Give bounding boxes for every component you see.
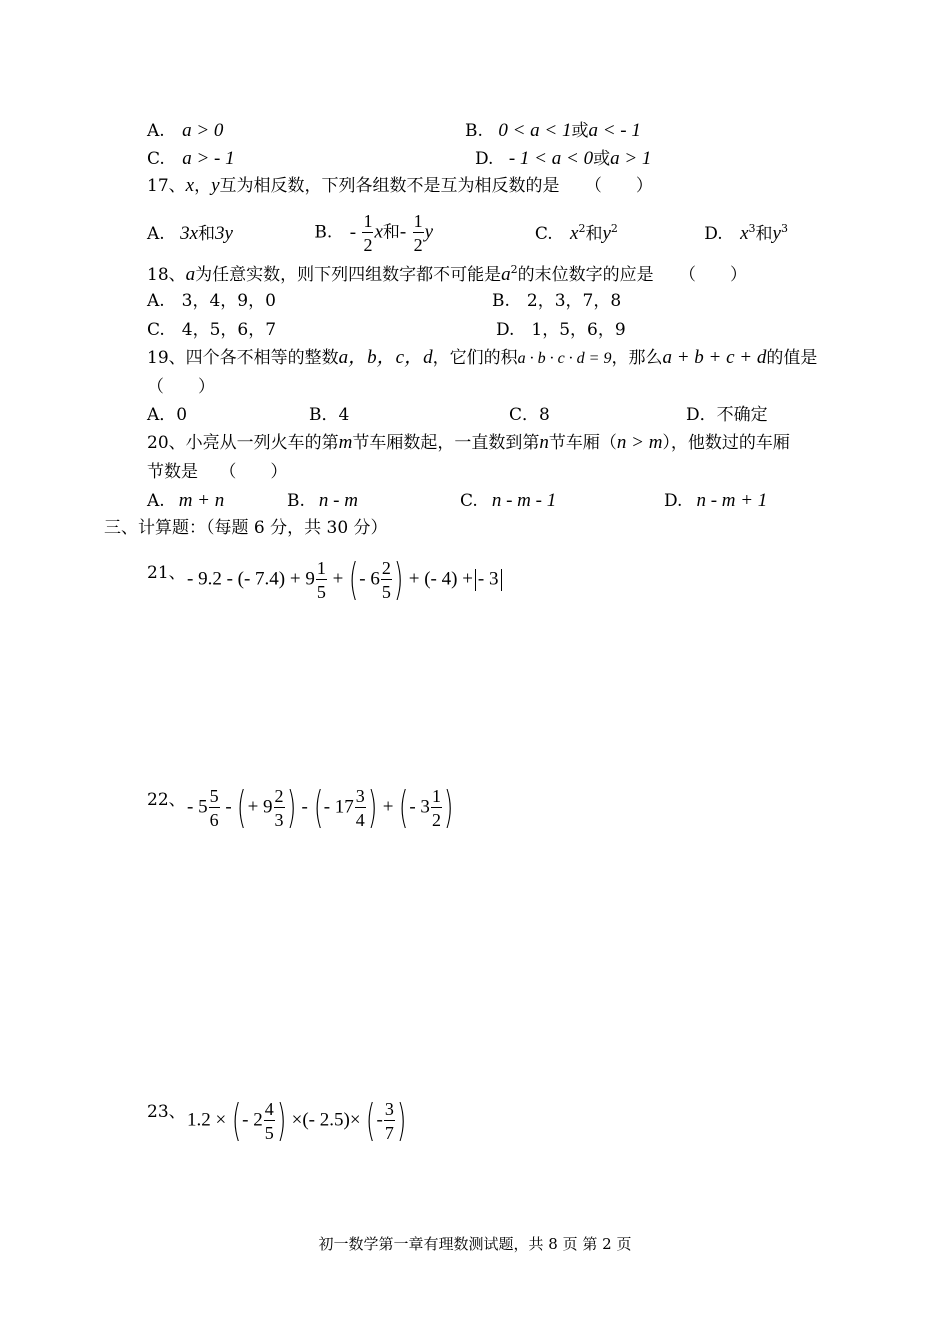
- q17-option-d: D. $x^3$和$y^3$: [704, 222, 788, 244]
- q17-stem: 17、x，y互为相反数，下列各组数不是互为相反数的是 （ ）: [147, 175, 653, 196]
- q22-number: 22、: [147, 790, 186, 810]
- fraction: $\frac{2}{3}$: [274, 786, 284, 830]
- q18-option-c: C. 4，5，6，7: [147, 320, 277, 340]
- q16-option-b: B. 0 < a < 1或a < - 1: [465, 120, 641, 141]
- q17-option-a: A. 3x和3y: [147, 222, 233, 244]
- q19-option-b: B．4: [309, 405, 350, 425]
- q20-option-a: A. m + n: [147, 490, 225, 511]
- q16-option-a: A. a > 0: [147, 120, 224, 141]
- fraction: $\frac{1}{2}$: [413, 211, 423, 255]
- q20-option-c: C. n - m - 1: [460, 490, 557, 511]
- fraction: $\frac{3}{7}$: [384, 1099, 394, 1143]
- fraction: $\frac{1}{5}$: [316, 558, 326, 602]
- q23-expression: 1.2 × (- 2 $\frac{4}{5}$ ) ×(- 2.5)× (- $\frac{3}{7}$ ): [187, 1095, 407, 1146]
- q20-option-d: D. n - m + 1: [664, 490, 768, 511]
- fraction: $\frac{1}{2}$: [363, 211, 373, 255]
- q19-option-a: A．0: [147, 405, 188, 425]
- q18-option-b: B. 2，3，7，8: [492, 291, 622, 311]
- q20-stem-cont: 节数是 （ ）: [147, 462, 288, 482]
- q19-option-c: C．8: [509, 405, 550, 425]
- q17-option-c: C. $x^2$和$y^2$: [534, 222, 618, 244]
- fraction: $\frac{4}{5}$: [264, 1099, 274, 1143]
- q21-expression: - 9.2 - (- 7.4) + 9 $\frac{1}{5}$ + (- 6 $\frac{2}{5}$ ) + (- 4) + - 3: [187, 558, 504, 602]
- fraction: $\frac{3}{4}$: [355, 786, 365, 830]
- q19-stem: 19、四个各不相等的整数a，b，c，d，它们的积a · b · c · d = 9，那么a + b + c + d的值是: [147, 347, 818, 368]
- q18-option-d: D. 1，5，6，9: [496, 320, 626, 340]
- q17-options: [147, 212, 788, 254]
- q20-option-b: B. n - m: [287, 490, 358, 511]
- fraction: $\frac{1}{2}$: [431, 786, 441, 830]
- q19-option-d: D．不确定: [686, 405, 768, 425]
- section-heading: 三、计算题：（每题 6 分，共 30 分）: [104, 518, 388, 538]
- q16-option-d: D. - 1 < a < 0或a > 1: [475, 148, 652, 169]
- q21-number: 21、: [147, 563, 186, 583]
- fraction: $\frac{2}{5}$: [381, 558, 391, 602]
- q20-stem: 20、小亮从一列火车的第m节车厢数起，一直数到第n节车厢（n > m），他数过的车厢: [147, 432, 790, 453]
- q22-expression: - 5 $\frac{5}{6}$ - (+ 9 $\frac{2}{3}$ ) - (- 17 $\frac{3}{4}$ ) + (- 3 $\frac{1}{2}$ ): [187, 782, 454, 833]
- q16-option-c: C. a > - 1: [147, 148, 235, 169]
- q23-number: 23、: [147, 1102, 186, 1122]
- q18-option-a: A. 3，4，9，0: [147, 291, 276, 311]
- q18-stem: 18、a为任意实数，则下列四组数字都不可能是$a^2$的末位数字的应是 （ ）: [147, 263, 748, 285]
- q17-option-b: B. - $\frac{1}{2}$ x和- $\frac{1}{2}$ y: [314, 211, 434, 255]
- q19-blank: （ ）: [147, 377, 215, 397]
- page-footer: 初一数学第一章有理数测试题，共 8 页 第 2 页: [318, 1235, 632, 1253]
- fraction: $\frac{5}{6}$: [209, 786, 219, 830]
